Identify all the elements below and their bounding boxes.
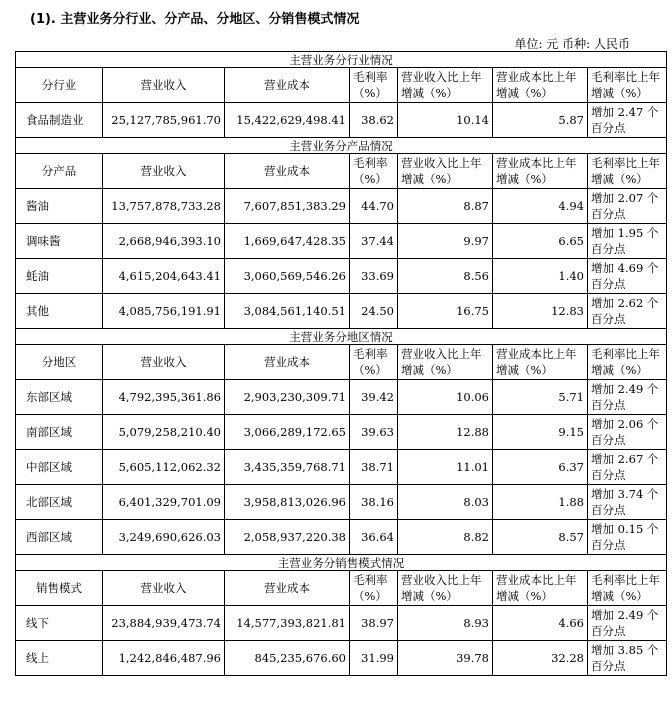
cell-margin: 31.99: [350, 641, 398, 676]
column-header: 营业成本比上年增减（%）: [493, 571, 588, 606]
cell-revenue: 4,085,756,191.91: [103, 294, 225, 329]
cell-cost-change: 9.15: [493, 415, 588, 450]
column-header: 毛利率比上年增减（%）: [588, 345, 667, 380]
header-row: [16, 345, 667, 380]
cell-cost: 1,669,647,428.35: [225, 224, 350, 259]
column-header: 营业收入比上年增减（%）: [398, 68, 493, 103]
table-row: [16, 641, 667, 676]
header-row: [16, 571, 667, 606]
cell-name: 西部区域: [16, 520, 103, 555]
cell-rev-change: 10.14: [398, 103, 493, 138]
cell-cost: 3,066,289,172.65: [225, 415, 350, 450]
column-header: 营业成本: [225, 571, 350, 606]
cell-cost-change: 6.65: [493, 224, 588, 259]
column-header: 毛利率比上年增减（%）: [588, 68, 667, 103]
column-header: 毛利率（%）: [350, 154, 398, 189]
cell-cost-change: 8.57: [493, 520, 588, 555]
cell-revenue: 5,079,258,210.40: [103, 415, 225, 450]
cell-cost-change: 5.71: [493, 380, 588, 415]
column-header: 毛利率（%）: [350, 345, 398, 380]
table-row: [16, 415, 667, 450]
cell-name: 东部区域: [16, 380, 103, 415]
cell-cost: 15,422,629,498.41: [225, 103, 350, 138]
cell-cost: 3,435,359,768.71: [225, 450, 350, 485]
column-header: 毛利率比上年增减（%）: [588, 154, 667, 189]
column-header: 分行业: [16, 68, 103, 103]
column-header: 营业收入: [103, 345, 225, 380]
column-header: 营业成本比上年增减（%）: [493, 68, 588, 103]
section-title-row: [16, 138, 667, 154]
column-header: 营业收入比上年增减（%）: [398, 345, 493, 380]
column-header: 营业成本比上年增减（%）: [493, 345, 588, 380]
cell-revenue: 4,792,395,361.86: [103, 380, 225, 415]
cell-name: 线上: [16, 641, 103, 676]
header-row: [16, 154, 667, 189]
column-header: 营业成本: [225, 154, 350, 189]
cell-name: 蚝油: [16, 259, 103, 294]
cell-rev-change: 8.82: [398, 520, 493, 555]
column-header: 营业成本: [225, 345, 350, 380]
section-title-row: [16, 555, 667, 571]
table-row: [16, 380, 667, 415]
cell-margin: 38.62: [350, 103, 398, 138]
table-row: [16, 103, 667, 138]
business-table: [15, 51, 667, 676]
cell-rev-change: 8.93: [398, 606, 493, 641]
cell-revenue: 2,668,946,393.10: [103, 224, 225, 259]
section-title: 主营业务分产品情况: [16, 138, 667, 154]
cell-cost-change: 12.83: [493, 294, 588, 329]
cell-margin-change: 增加 2.62 个百分点: [588, 294, 667, 329]
cell-revenue: 13,757,878,733.28: [103, 189, 225, 224]
cell-margin-change: 增加 2.67 个百分点: [588, 450, 667, 485]
section-title: 主营业务分地区情况: [16, 329, 667, 345]
cell-rev-change: 8.03: [398, 485, 493, 520]
table-row: [16, 259, 667, 294]
unit-label: 单位: 元 币种: 人民币: [514, 37, 630, 51]
section-title: 主营业务分销售模式情况: [16, 555, 667, 571]
cell-rev-change: 12.88: [398, 415, 493, 450]
table-body: [16, 52, 667, 676]
column-header: 销售模式: [16, 571, 103, 606]
cell-cost: 3,958,813,026.96: [225, 485, 350, 520]
cell-cost: 845,235,676.60: [225, 641, 350, 676]
cell-cost-change: 5.87: [493, 103, 588, 138]
cell-margin: 38.97: [350, 606, 398, 641]
cell-cost-change: 4.66: [493, 606, 588, 641]
column-header: 营业收入: [103, 154, 225, 189]
cell-revenue: 23,884,939,473.74: [103, 606, 225, 641]
cell-rev-change: 11.01: [398, 450, 493, 485]
cell-cost-change: 1.88: [493, 485, 588, 520]
cell-margin-change: 增加 2.49 个百分点: [588, 380, 667, 415]
cell-margin-change: 增加 0.15 个百分点: [588, 520, 667, 555]
cell-name: 中部区域: [16, 450, 103, 485]
cell-margin-change: 增加 1.95 个百分点: [588, 224, 667, 259]
page-title: (1). 主营业务分行业、分产品、分地区、分销售模式情况: [30, 12, 360, 27]
column-header: 毛利率（%）: [350, 68, 398, 103]
cell-rev-change: 10.06: [398, 380, 493, 415]
cell-margin: 24.50: [350, 294, 398, 329]
cell-margin: 39.42: [350, 380, 398, 415]
section-title-row: [16, 329, 667, 345]
cell-cost-change: 1.40: [493, 259, 588, 294]
header-row: [16, 68, 667, 103]
cell-margin-change: 增加 2.49 个百分点: [588, 606, 667, 641]
column-header: 毛利率比上年增减（%）: [588, 571, 667, 606]
cell-margin-change: 增加 3.85 个百分点: [588, 641, 667, 676]
cell-rev-change: 8.56: [398, 259, 493, 294]
column-header: 营业收入比上年增减（%）: [398, 154, 493, 189]
cell-cost: 14,577,393,821.81: [225, 606, 350, 641]
cell-margin: 38.71: [350, 450, 398, 485]
column-header: 分地区: [16, 345, 103, 380]
cell-cost: 3,084,561,140.51: [225, 294, 350, 329]
cell-margin: 39.63: [350, 415, 398, 450]
table-row: [16, 224, 667, 259]
cell-cost-change: 4.94: [493, 189, 588, 224]
table-row: [16, 606, 667, 641]
column-header: 营业收入: [103, 571, 225, 606]
column-header: 营业成本比上年增减（%）: [493, 154, 588, 189]
table-row: [16, 294, 667, 329]
table-row: [16, 450, 667, 485]
cell-margin-change: 增加 2.07 个百分点: [588, 189, 667, 224]
column-header: 营业收入比上年增减（%）: [398, 571, 493, 606]
cell-cost: 7,607,851,383.29: [225, 189, 350, 224]
cell-margin: 36.64: [350, 520, 398, 555]
cell-margin: 38.16: [350, 485, 398, 520]
cell-margin-change: 增加 2.47 个百分点: [588, 103, 667, 138]
cell-cost: 2,903,230,309.71: [225, 380, 350, 415]
table-row: [16, 485, 667, 520]
cell-name: 酱油: [16, 189, 103, 224]
cell-name: 调味酱: [16, 224, 103, 259]
cell-cost-change: 6.37: [493, 450, 588, 485]
cell-rev-change: 8.87: [398, 189, 493, 224]
cell-revenue: 3,249,690,626.03: [103, 520, 225, 555]
cell-revenue: 25,127,785,961.70: [103, 103, 225, 138]
section-title: 主营业务分行业情况: [16, 52, 667, 68]
cell-cost-change: 32.28: [493, 641, 588, 676]
cell-margin: 33.69: [350, 259, 398, 294]
cell-revenue: 5,605,112,062.32: [103, 450, 225, 485]
cell-margin: 37.44: [350, 224, 398, 259]
column-header: 毛利率（%）: [350, 571, 398, 606]
cell-margin-change: 增加 2.06 个百分点: [588, 415, 667, 450]
cell-name: 食品制造业: [16, 103, 103, 138]
cell-margin-change: 增加 4.69 个百分点: [588, 259, 667, 294]
cell-revenue: 4,615,204,643.41: [103, 259, 225, 294]
section-title-row: [16, 52, 667, 68]
cell-name: 南部区域: [16, 415, 103, 450]
column-header: 分产品: [16, 154, 103, 189]
cell-cost: 2,058,937,220.38: [225, 520, 350, 555]
table-row: [16, 520, 667, 555]
cell-cost: 3,060,569,546.26: [225, 259, 350, 294]
cell-rev-change: 16.75: [398, 294, 493, 329]
cell-name: 线下: [16, 606, 103, 641]
cell-revenue: 1,242,846,487.96: [103, 641, 225, 676]
cell-margin: 44.70: [350, 189, 398, 224]
table-row: [16, 189, 667, 224]
cell-name: 其他: [16, 294, 103, 329]
cell-name: 北部区域: [16, 485, 103, 520]
cell-rev-change: 9.97: [398, 224, 493, 259]
cell-revenue: 6,401,329,701.09: [103, 485, 225, 520]
cell-rev-change: 39.78: [398, 641, 493, 676]
cell-margin-change: 增加 3.74 个百分点: [588, 485, 667, 520]
column-header: 营业成本: [225, 68, 350, 103]
column-header: 营业收入: [103, 68, 225, 103]
